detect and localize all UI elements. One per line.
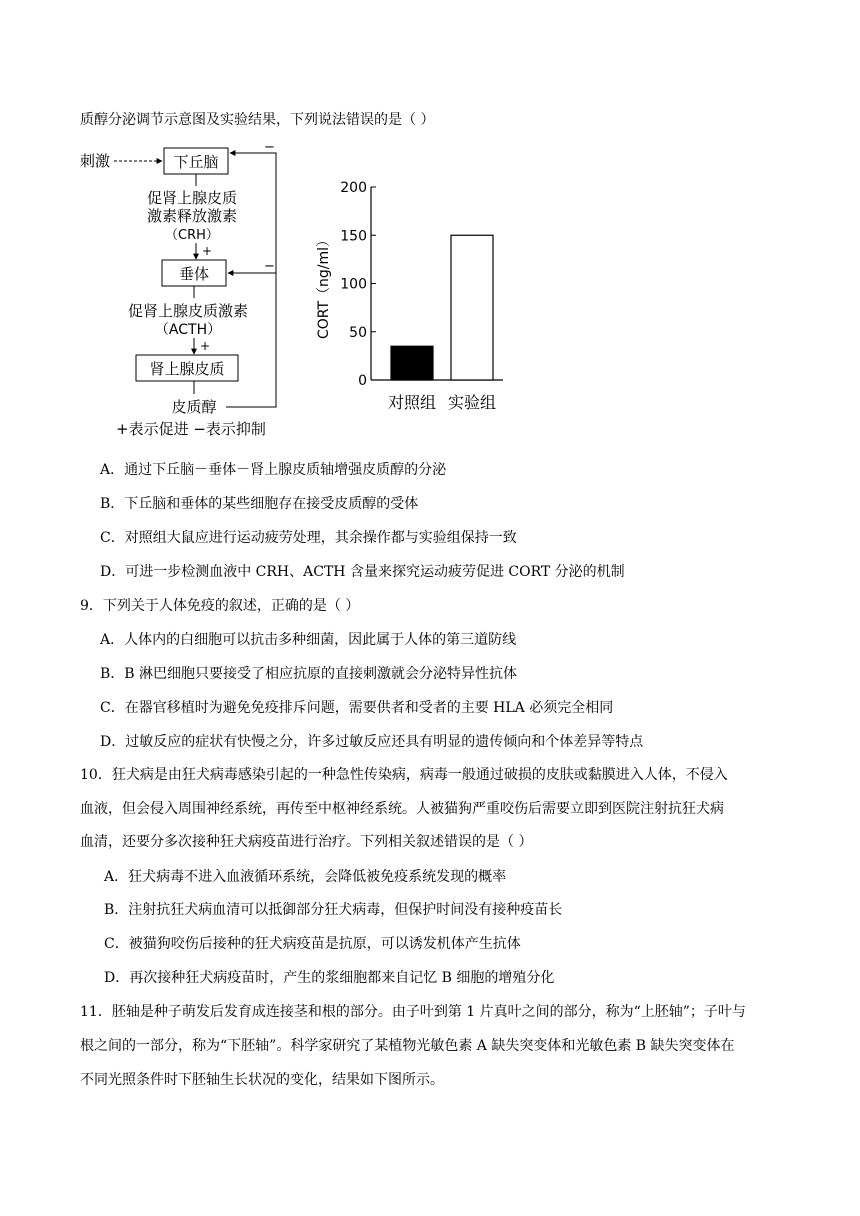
minus-sign-1: − bbox=[264, 140, 275, 155]
y-tick-label: 100 bbox=[340, 276, 367, 293]
flowchart-legend: +表示促进 −表示抑制 bbox=[116, 420, 266, 438]
y-tick-label: 200 bbox=[340, 180, 367, 196]
plus-sign-1: + bbox=[202, 244, 213, 258]
q9-option-b: B．B 淋巴细胞只要接受了相应抗原的直接刺激就会分泌特异性抗体 bbox=[100, 666, 518, 682]
q9-option-d: D．过敏反应的症状有快慢之分，许多过敏反应还具有明显的遗传倾向和个体差异等特点 bbox=[100, 734, 644, 750]
crh-label-2: 激素释放激素 bbox=[146, 207, 238, 225]
bar-control bbox=[391, 346, 433, 380]
category-label: 实验组 bbox=[447, 393, 497, 412]
q10-stem-line-2: 血液，但会侵入周围神经系统，再传至中枢神经系统。人被猫狗严重咬伤后需要立即到医院注射抗狂犬病 bbox=[80, 801, 724, 817]
figure-svg bbox=[78, 140, 538, 445]
cort-bar-chart bbox=[316, 180, 503, 412]
q10-stem-line-3: 血清，还要分多次接种狂犬病疫苗进行治疗。下列相关叙述错误的是（ ） bbox=[80, 834, 533, 850]
q9-option-a: A．人体内的白细胞可以抗击多种细菌，因此属于人体的第三道防线 bbox=[100, 632, 517, 648]
category-label: 对照组 bbox=[387, 393, 437, 412]
figure bbox=[78, 140, 538, 449]
regulation-flowchart bbox=[80, 140, 276, 438]
q8-option-a: A．通过下丘脑－垂体－肾上腺皮质轴增强皮质醇的分泌 bbox=[100, 462, 447, 478]
minus-sign-2: − bbox=[264, 259, 275, 274]
q10-option-c: C．被猫狗咬伤后接种的狂犬病疫苗是抗原，可以诱发机体产生抗体 bbox=[104, 936, 521, 952]
q10-stem-line-1: 10．狂犬病是由狂犬病毒感染引起的一种急性传染病，病毒一般通过破损的皮肤或黏膜进入人体，不侵入 bbox=[80, 767, 728, 783]
y-tick-label: 150 bbox=[340, 228, 367, 245]
y-tick-label: 0 bbox=[358, 373, 367, 389]
y-tick-label: 50 bbox=[349, 324, 367, 341]
q11-stem-line-1: 11．胚轴是种子萌发后发育成连接茎和根的部分。由子叶到第 1 片真叶之间的部分，称为“上胚轴”；子叶与 bbox=[80, 1004, 746, 1020]
acth-label-2: （ACTH） bbox=[154, 322, 222, 338]
q9-option-c: C．在器官移植时为避免免疫排斥问题，需要供者和受者的主要 HLA 必须完全相同 bbox=[100, 700, 614, 716]
crh-label-3: （CRH） bbox=[165, 228, 219, 243]
category-labels bbox=[388, 393, 496, 412]
q8-option-b: B．下丘脑和垂体的某些细胞存在接受皮质醇的受体 bbox=[100, 496, 419, 512]
q8-option-c: C．对照组大鼠应进行运动疲劳处理，其余操作都与实验组保持一致 bbox=[100, 530, 517, 546]
q8-option-d: D．可进一步检测血液中 CRH、ACTH 含量来探究运动疲劳促进 CORT 分泌的机制 bbox=[100, 564, 625, 580]
bar-experimental bbox=[451, 235, 493, 380]
q11-stem-line-2: 根之间的一部分，称为“下胚轴”。科学家研究了某植物光敏色素 A 缺失突变体和光敏色素 B 缺失突变体在 bbox=[80, 1038, 735, 1054]
q10-option-b: B．注射抗狂犬病血清可以抵御部分狂犬病毒，但保护时间没有接种疫苗长 bbox=[104, 902, 563, 918]
stimulus-label: 刺激 bbox=[80, 152, 111, 170]
adrenal-label: 肾上腺皮质 bbox=[149, 360, 225, 378]
acth-label-1: 促肾上腺皮质激素 bbox=[127, 302, 249, 320]
q10-option-d: D．再次接种狂犬病疫苗时，产生的浆细胞都来自记忆 B 细胞的增殖分化 bbox=[104, 970, 555, 986]
hypothalamus-label: 下丘脑 bbox=[173, 153, 219, 171]
y-axis-label: CORT（ng/ml） bbox=[316, 232, 332, 340]
cortisol-label: 皮质醇 bbox=[171, 398, 217, 416]
question-intro: 质醇分泌调节示意图及实验结果，下列说法错误的是（ ） bbox=[80, 112, 435, 128]
q10-option-a: A．狂犬病毒不进入血液循环系统，会降低被免疫系统发现的概率 bbox=[104, 869, 507, 885]
pituitary-label: 垂体 bbox=[178, 265, 210, 283]
q9-stem: 9．下列关于人体免疫的叙述，正确的是（ ） bbox=[80, 598, 360, 614]
bars bbox=[391, 235, 493, 380]
plus-sign-2: + bbox=[200, 339, 211, 353]
q11-stem-line-3: 不同光照条件时下胚轴生长状况的变化，结果如下图所示。 bbox=[80, 1072, 444, 1088]
crh-label-1: 促肾上腺皮质 bbox=[146, 189, 238, 207]
